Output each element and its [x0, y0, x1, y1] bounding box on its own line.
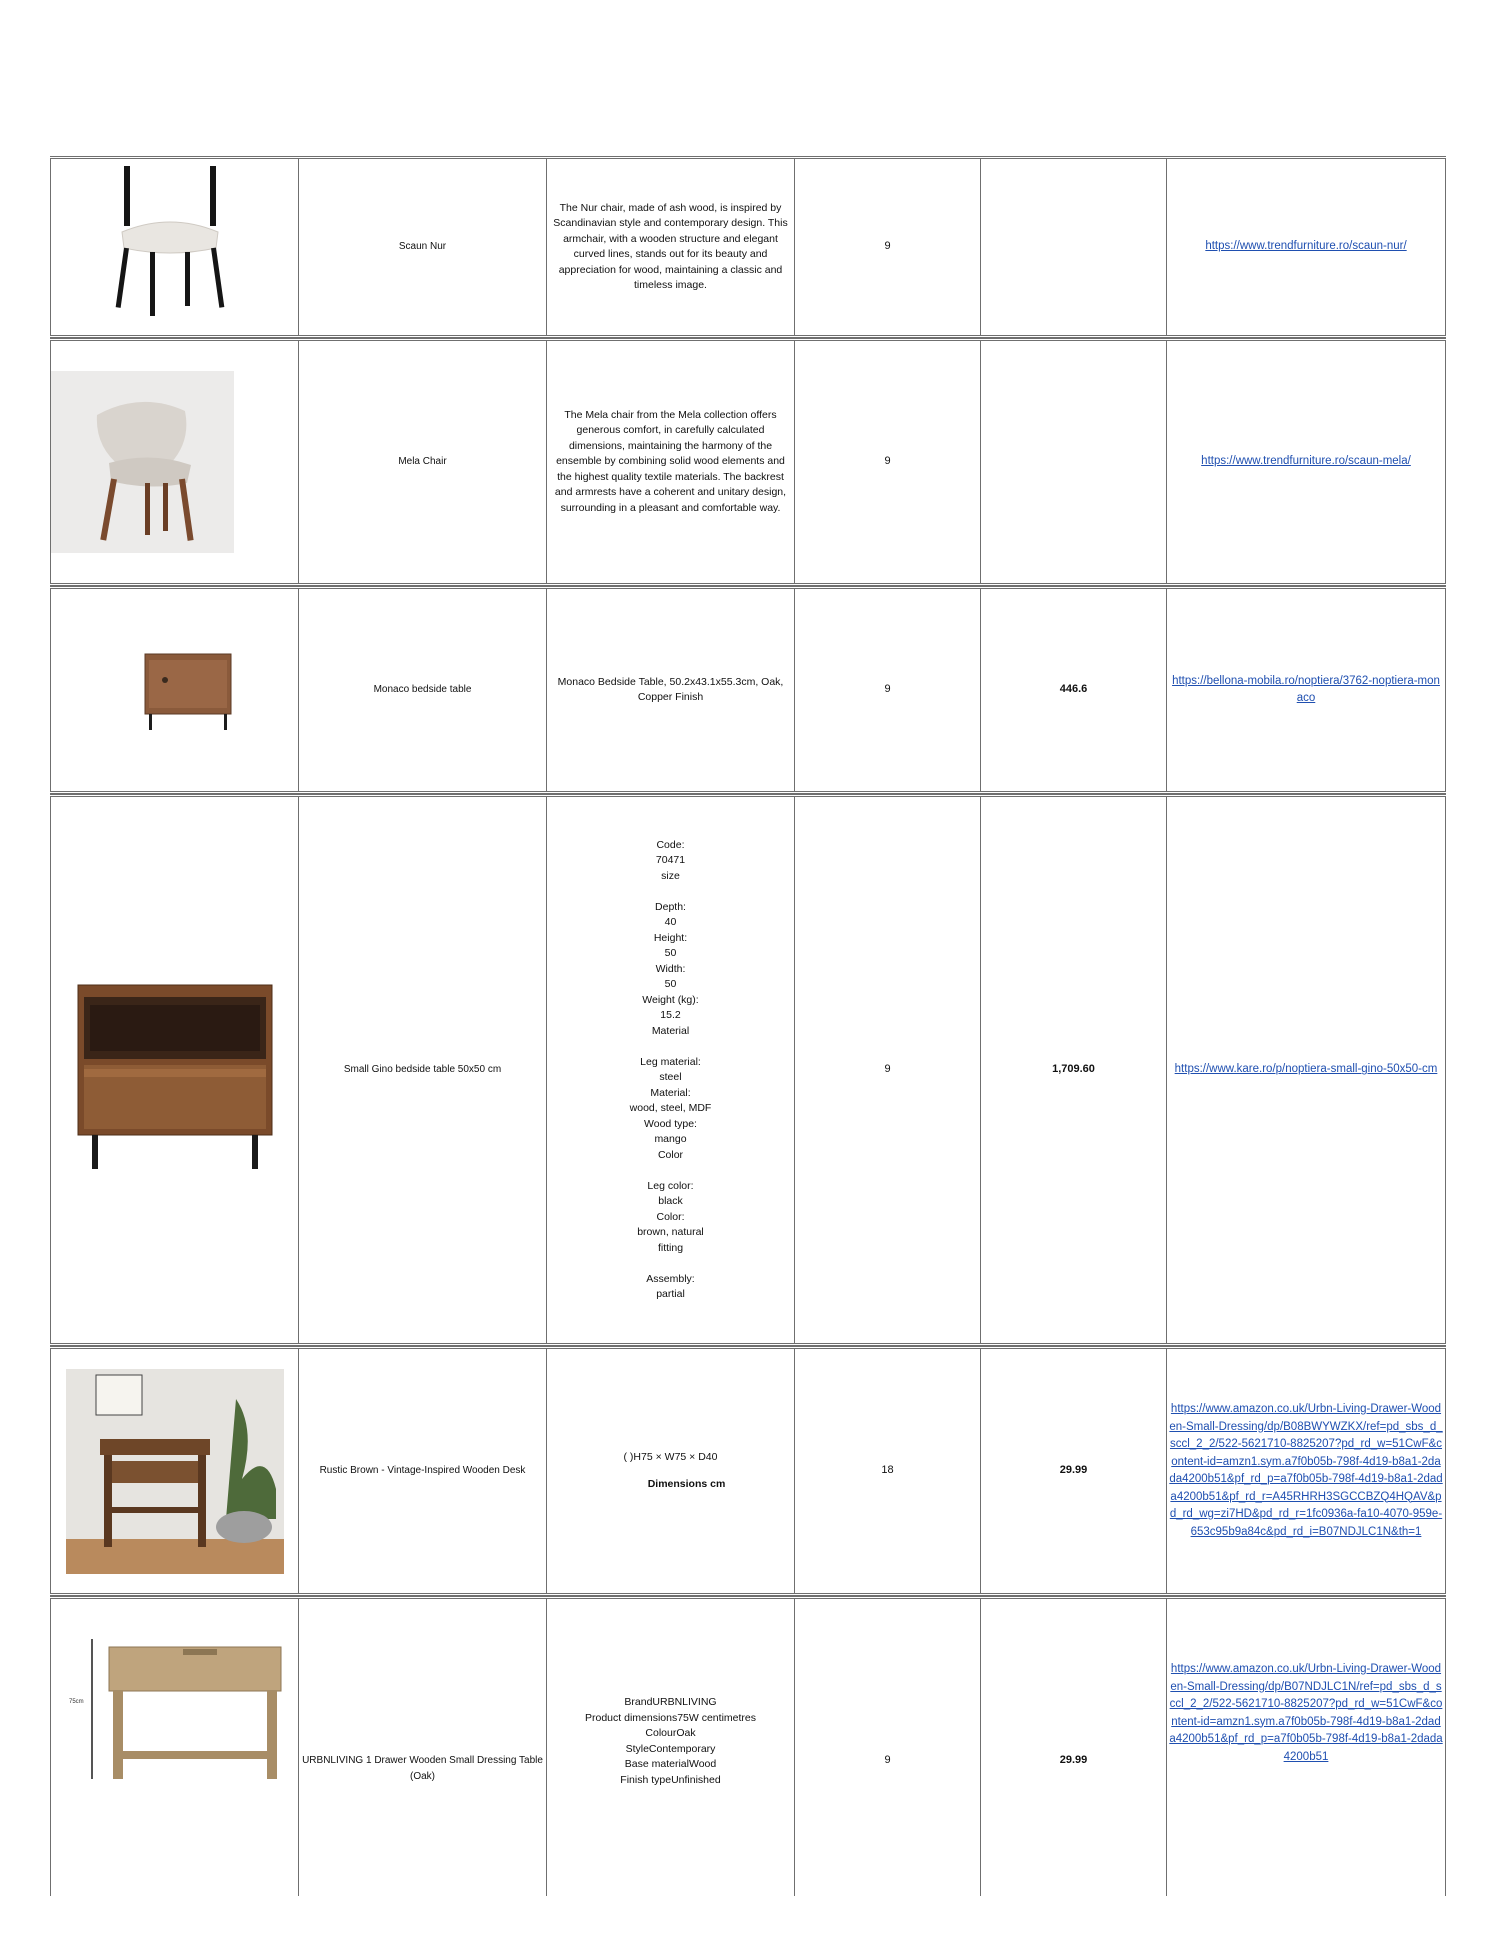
table-row: [50, 794, 1446, 1346]
product-dimensions-label: Dimensions cm: [647, 1478, 726, 1490]
product-link[interactable]: https://www.kare.ro/p/noptiera-small-gino-50x50-cm: [1174, 1063, 1438, 1076]
product-link[interactable]: https://www.amazon.co.uk/Urbn-Living-Drawer-Wooden-Small-Dressing/dp/B08BWYWZKX/ref=pd_sbs_d_sccl_2_2/522-5621710-8825207?pd_rd_w=51CwF&content-id=amzn1.sym.a7f0b05b-798f-4d19-b8a1-2dada4200b51&pf_rd_p=a7f0b05b-798f-4d19-b8a1-2dada4200b51&pf_rd_r=A45RHRH3SGCCBZQ4HQAV&pd_rd_wg=zi7HD&pd_rd_r=1fc0936a-fa10-4070-959e-653c95b9a84c&pd_rd_i=B07NDJLC1N&th=1: [1169, 1403, 1443, 1538]
product-description: The Nur chair, made of ash wood, is inspired by Scandinavian style and contemporary design. This armchair, with a wooden structure and elegant curved lines, stands out for its beauty and appreciation for wood, maintaining a classic and timeless image.: [547, 159, 795, 335]
product-price: [981, 159, 1167, 335]
table-row: [50, 156, 1446, 338]
product-image-cell: [50, 589, 299, 791]
product-link[interactable]: https://www.trendfurniture.ro/scaun-nur/: [1205, 240, 1407, 253]
product-quantity: 18: [795, 1349, 981, 1593]
product-description: Monaco Bedside Table, 50.2x43.1x55.3cm, Oak, Copper Finish: [547, 589, 795, 791]
product-image-cell: [50, 1599, 299, 1896]
bedside-table-image: [70, 965, 280, 1175]
product-price: 29.99: [981, 1599, 1167, 1896]
product-description: ( )H75 × W75 × D40: [623, 1450, 718, 1463]
product-description-cell: [547, 1349, 795, 1593]
product-link-cell: [1167, 159, 1446, 335]
product-table: [50, 176, 1446, 1786]
product-price: 29.99: [981, 1349, 1167, 1593]
chair-image: [51, 371, 234, 553]
product-description: The Mela chair from the Mela collection offers generous comfort, in carefully calculated dimensions, maintaining the harmony of the ensemble by combining solid wood elements and the highest quality textile materials. The backrest and armrests have a coherent and unitary design, surrounding in a pleasant and comfortable way.: [547, 341, 795, 583]
product-name: Scaun Nur: [299, 159, 547, 335]
table-row: [50, 1346, 1446, 1596]
product-link-cell: [1167, 589, 1446, 791]
product-link[interactable]: https://www.amazon.co.uk/Urbn-Living-Drawer-Wooden-Small-Dressing/dp/B07NDJLC1N/ref=pd_sbs_d_sccl_2_2/522-5621710-8825207?pd_rd_w=51CwF&content-id=amzn1.sym.a7f0b05b-798f-4d19-b8a1-2dada4200b51&pf_rd_p=a7f0b05b-798f-4d19-b8a1-2dada4200b51: [1169, 1663, 1443, 1763]
product-quantity: 9: [795, 589, 981, 791]
product-image-cell: [50, 341, 299, 583]
product-link-cell: [1167, 1599, 1446, 1896]
product-price: 446.6: [981, 589, 1167, 791]
product-link-cell: [1167, 341, 1446, 583]
product-quantity: 9: [795, 159, 981, 335]
bedside-table-image: [115, 640, 235, 740]
product-name: URBNLIVING 1 Drawer Wooden Small Dressing Table (Oak): [299, 1599, 547, 1896]
product-description: Code: 70471 size Depth: 40 Height: 50 Width: 50 Weight (kg): 15.2 Material Leg material: steel Material: wood, steel, MDF Wood type: mango Color Leg color: black Color: brown, natural fitting Assembly: partial: [547, 797, 795, 1343]
product-name: Rustic Brown - Vintage-Inspired Wooden Desk: [299, 1349, 547, 1593]
dressing-table-image: [65, 1639, 285, 1779]
product-name: Mela Chair: [299, 341, 547, 583]
product-link-cell: [1167, 797, 1446, 1343]
product-link[interactable]: https://bellona-mobila.ro/noptiera/3762-noptiera-monaco: [1172, 674, 1440, 704]
desk-image: [66, 1369, 284, 1574]
table-row: [50, 586, 1446, 794]
image-dimension-label: 75cm: [68, 1699, 84, 1705]
product-price: [981, 341, 1167, 583]
product-image-cell: [50, 1349, 299, 1593]
product-description: BrandURBNLIVING Product dimensions75W centimetres ColourOak StyleContemporary Base materialWood Finish typeUnfinished: [547, 1599, 795, 1896]
table-row: [50, 338, 1446, 586]
product-link[interactable]: https://www.trendfurniture.ro/scaun-mela/: [1201, 455, 1411, 468]
product-quantity: 9: [795, 341, 981, 583]
product-quantity: 9: [795, 797, 981, 1343]
product-name: Monaco bedside table: [299, 589, 547, 791]
table-row: [50, 1596, 1446, 1896]
product-quantity: 9: [795, 1599, 981, 1896]
product-image-cell: [50, 159, 299, 335]
chair-image: [50, 162, 299, 332]
product-name: Small Gino bedside table 50x50 cm: [299, 797, 547, 1343]
product-price: 1,709.60: [981, 797, 1167, 1343]
product-image-cell: [50, 797, 299, 1343]
product-link-cell: [1167, 1349, 1446, 1593]
